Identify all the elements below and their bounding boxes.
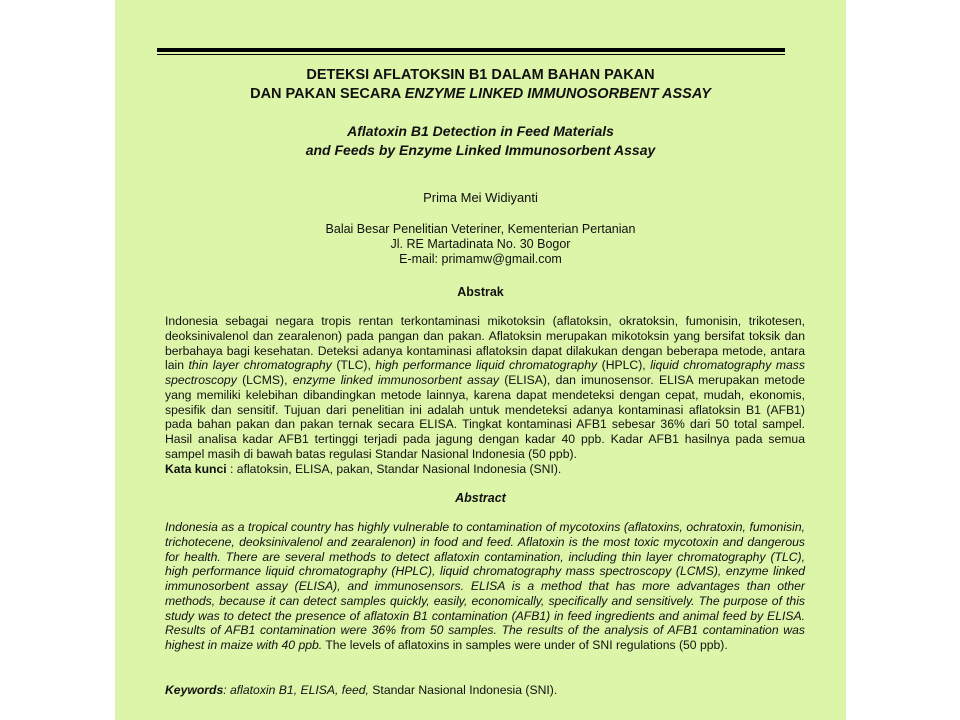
keywords-italic: : aflatoxin B1, ELISA, feed,: [223, 683, 369, 697]
affiliation-institution: Balai Besar Penelitian Veteriner, Kementerian Pertanian: [325, 222, 636, 236]
abstrak-paragraph: [165, 314, 805, 462]
abstract-text-normal: The levels of aflatoxins in samples were under of SNI regulations (50 ppb).: [322, 638, 728, 652]
affiliation: [115, 222, 846, 267]
abstract-text-italic: Indonesia as a tropical country has highly vulnerable to contamination of mycotoxins (aflatoxins, ochratoxin, fumonisin, trichotecene, deoksinivalenol and zearalenon) in food and feed. Aflatoxin is the most toxic mycotoxin and dangerous for health. There are several methods to detect aflatoxin contamination, including thin layer chromatography (TLC), high performance liquid chromatography (HPLC), liquid chromatography mass spectroscopy (LCMS), enzyme linked immunosorbent assay (ELISA), and immunosensors. ELISA is a method that has more advantages than other methods, because it can detect samples quickly, easily, economically, specifically and sensitively. The purpose of this study was to detect the presence of aflatoxin B1 contamination (AFB1) in feed ingredients and animal feed by ELISA. Results of AFB1 contamination were 36% from 50 samples. The results of the analysis of AFB1 contamination was highest in maize with 40 ppb.: [165, 520, 805, 652]
kata-kunci-text: : aflatoksin, ELISA, pakan, Standar Nasional Indonesia (SNI).: [226, 462, 562, 476]
paper-title: [115, 66, 846, 104]
keywords-normal: Standar Nasional Indonesia (SNI).: [368, 683, 558, 697]
abstract-paragraph: [165, 520, 805, 653]
subtitle-line-2: and Feeds by Enzyme Linked Immunosorbent Assay: [305, 142, 656, 158]
abstrak-text-2: (ELISA), dan imunosensor. ELISA merupakan metode yang memiliki kelebihan dibandingkan metode lainnya, karena dapat mendeteksi dengan cepat, mudah, ekonomis, spesifik dan sensitif. Tujuan dari penelitian ini adalah untuk mendeteksi adanya kontaminasi aflatoksin B1 (AFB1) pada bahan pakan dan pakan ternak secara ELISA. Tingkat kontaminasi AFB1 sebesar 36% dari 50 total sampel. Hasil analisa kadar AFB1 tertinggi terjadi pada jagung dengan kadar 40 ppb. Kadar AFB1 hasilnya pada semua sampel masih di bawah batas regulasi Standar Nasional Indonesia (50 ppb).: [165, 373, 806, 461]
title-line-2-prefix: DAN PAKAN SECARA: [250, 86, 405, 102]
header-rule-thick: [157, 48, 785, 52]
abstrak-heading: Abstrak: [457, 285, 504, 299]
title-line-2: [115, 85, 846, 104]
abstrak-elisa: enzyme linked immunosorbent assay: [292, 373, 499, 387]
abstrak-hplc-abbr: (HPLC),: [597, 358, 651, 373]
affiliation-address: Jl. RE Martadinata No. 30 Bogor: [390, 237, 571, 251]
header-rule-thin: [157, 54, 785, 55]
abstrak-lcms-abbr: (LCMS),: [236, 373, 293, 387]
keywords: [165, 683, 805, 698]
abstrak-tlc-abbr: (TLC),: [331, 358, 376, 373]
abstrak-tlc: thin layer chromatography: [188, 358, 332, 373]
subtitle-line-1: Aflatoxin B1 Detection in Feed Materials: [347, 123, 614, 139]
affiliation-email: E-mail: primamw@gmail.com: [399, 252, 562, 266]
author-name: Prima Mei Widiyanti: [423, 190, 538, 205]
abstrak-text-1: Indonesia sebagai negara tropis rentan terkontaminasi mikotoksin (aflatoksin, okratoksin, fumonisin, trikotesen, deoksinivalenol dan zearalenon) pada pangan dan pakan. Aflatoksin merupakan mikotoksin yang bersifat toksik dan berbahaya bagi kesehatan. Deteksi adanya kontaminasi aflatoksin dapat dilakukan dengan beberapa metode, antara lain: [165, 314, 805, 373]
abstract-heading: Abstract: [455, 491, 506, 505]
paper-page: [115, 0, 846, 720]
paper-subtitle: [115, 122, 846, 160]
abstrak-lcms: liquid chromatography mass spectroscopy: [165, 358, 805, 387]
title-line-2-italic: ENZYME LINKED IMMUNOSORBENT ASSAY: [404, 86, 711, 102]
kata-kunci: [165, 462, 805, 477]
title-line-1: DETEKSI AFLATOKSIN B1 DALAM BAHAN PAKAN: [306, 67, 655, 83]
kata-kunci-label: Kata kunci: [165, 462, 227, 476]
keywords-label: Keywords: [165, 683, 224, 697]
abstrak-hplc: high performance liquid chromatography: [375, 358, 598, 373]
